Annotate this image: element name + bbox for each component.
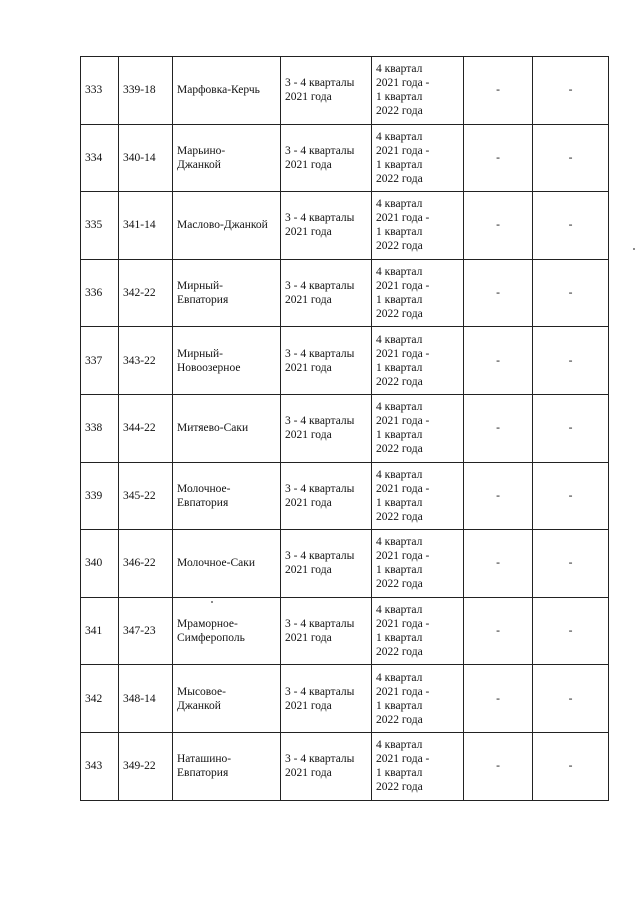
period-open: 3 - 4 кварталы 2021 года — [281, 597, 372, 665]
period-start: 4 квартал 2021 года - 1 квартал 2022 года — [372, 259, 464, 327]
table-row — [81, 57, 609, 125]
period-start: 4 квартал 2021 года - 1 квартал 2022 года — [372, 597, 464, 665]
route-code: 344-22 — [119, 394, 173, 462]
routes-table-body — [81, 57, 609, 801]
dash-cell-6: - — [464, 124, 533, 192]
route-name: Мысовое- Джанкой — [173, 665, 281, 733]
route-name: Молочное- Евпатория — [173, 462, 281, 530]
dash-cell-6: - — [464, 192, 533, 260]
dash-cell-6: - — [464, 57, 533, 125]
dash-cell-7: - — [533, 597, 609, 665]
route-name: Маслово-Джанкой — [173, 192, 281, 260]
period-open: 3 - 4 кварталы 2021 года — [281, 124, 372, 192]
period-start: 4 квартал 2021 года - 1 квартал 2022 года — [372, 327, 464, 395]
table-row — [81, 124, 609, 192]
row-number: 338 — [81, 394, 119, 462]
scan-speck — [211, 601, 213, 603]
dash-cell-7: - — [533, 394, 609, 462]
period-start: 4 квартал 2021 года - 1 квартал 2022 года — [372, 57, 464, 125]
row-number: 341 — [81, 597, 119, 665]
period-start: 4 квартал 2021 года - 1 квартал 2022 года — [372, 124, 464, 192]
dash-cell-6: - — [464, 462, 533, 530]
table-row — [81, 192, 609, 260]
period-start: 4 квартал 2021 года - 1 квартал 2022 года — [372, 192, 464, 260]
dash-cell-6: - — [464, 665, 533, 733]
table-row — [81, 259, 609, 327]
route-name: Мирный- Новоозерное — [173, 327, 281, 395]
dash-cell-7: - — [533, 327, 609, 395]
period-open: 3 - 4 кварталы 2021 года — [281, 192, 372, 260]
dash-cell-7: - — [533, 462, 609, 530]
row-number: 336 — [81, 259, 119, 327]
row-number: 334 — [81, 124, 119, 192]
dash-cell-7: - — [533, 665, 609, 733]
period-start: 4 квартал 2021 года - 1 квартал 2022 года — [372, 732, 464, 800]
period-open: 3 - 4 кварталы 2021 года — [281, 462, 372, 530]
row-number: 337 — [81, 327, 119, 395]
table-row — [81, 394, 609, 462]
route-code: 339-18 — [119, 57, 173, 125]
dash-cell-6: - — [464, 597, 533, 665]
route-code: 343-22 — [119, 327, 173, 395]
route-name: Марфовка-Керчь — [173, 57, 281, 125]
dash-cell-7: - — [533, 259, 609, 327]
period-open: 3 - 4 кварталы 2021 года — [281, 530, 372, 598]
period-open: 3 - 4 кварталы 2021 года — [281, 327, 372, 395]
dash-cell-6: - — [464, 259, 533, 327]
row-number: 333 — [81, 57, 119, 125]
period-start: 4 квартал 2021 года - 1 квартал 2022 года — [372, 530, 464, 598]
route-code: 347-23 — [119, 597, 173, 665]
dash-cell-6: - — [464, 327, 533, 395]
table-row — [81, 732, 609, 800]
period-open: 3 - 4 кварталы 2021 года — [281, 665, 372, 733]
period-open: 3 - 4 кварталы 2021 года — [281, 57, 372, 125]
route-code: 348-14 — [119, 665, 173, 733]
period-open: 3 - 4 кварталы 2021 года — [281, 732, 372, 800]
route-code: 342-22 — [119, 259, 173, 327]
dash-cell-7: - — [533, 530, 609, 598]
dash-cell-7: - — [533, 124, 609, 192]
row-number: 342 — [81, 665, 119, 733]
route-code: 340-14 — [119, 124, 173, 192]
table-row — [81, 530, 609, 598]
dash-cell-6: - — [464, 394, 533, 462]
dash-cell-6: - — [464, 732, 533, 800]
table-row — [81, 597, 609, 665]
dash-cell-6: - — [464, 530, 533, 598]
route-name: Наташино- Евпатория — [173, 732, 281, 800]
scan-speck — [633, 248, 635, 250]
period-start: 4 квартал 2021 года - 1 квартал 2022 года — [372, 394, 464, 462]
route-name: Митяево-Саки — [173, 394, 281, 462]
routes-table — [80, 56, 609, 801]
route-name: Молочное-Саки — [173, 530, 281, 598]
route-code: 345-22 — [119, 462, 173, 530]
row-number: 340 — [81, 530, 119, 598]
period-start: 4 квартал 2021 года - 1 квартал 2022 года — [372, 665, 464, 733]
table-row — [81, 327, 609, 395]
dash-cell-7: - — [533, 57, 609, 125]
period-start: 4 квартал 2021 года - 1 квартал 2022 года — [372, 462, 464, 530]
period-open: 3 - 4 кварталы 2021 года — [281, 259, 372, 327]
dash-cell-7: - — [533, 192, 609, 260]
route-code: 346-22 — [119, 530, 173, 598]
row-number: 335 — [81, 192, 119, 260]
route-name: Марьино- Джанкой — [173, 124, 281, 192]
route-code: 349-22 — [119, 732, 173, 800]
route-code: 341-14 — [119, 192, 173, 260]
table-row — [81, 665, 609, 733]
row-number: 339 — [81, 462, 119, 530]
period-open: 3 - 4 кварталы 2021 года — [281, 394, 372, 462]
table-row — [81, 462, 609, 530]
dash-cell-7: - — [533, 732, 609, 800]
route-name: Мирный- Евпатория — [173, 259, 281, 327]
route-name: Мраморное- Симферополь — [173, 597, 281, 665]
row-number: 343 — [81, 732, 119, 800]
